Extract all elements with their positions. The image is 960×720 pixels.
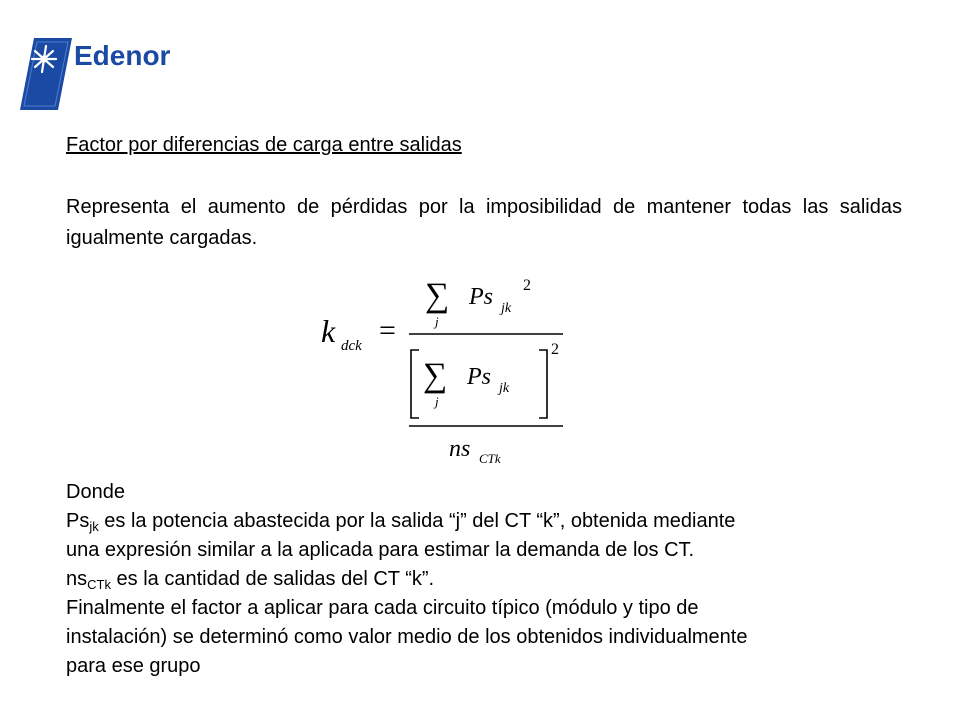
intro-paragraph: Representa el aumento de pérdidas por la imposibilidad de mantener todas las salidas igualmente cargadas.	[66, 196, 902, 249]
ns-text: es la cantidad de salidas del CT “k”.	[110, 568, 435, 590]
bottom-var: ns	[449, 436, 471, 462]
numerator-sum-icon: ∑	[425, 277, 450, 314]
denominator-var: Ps	[467, 364, 491, 390]
edenor-star-logo-icon	[20, 38, 72, 110]
ps-definition-line-2: una expresión similar a la aplicada para estimar la demanda de los CT.	[66, 539, 695, 561]
donde-line: Donde	[66, 481, 125, 503]
final-line-1: Finalmente el factor a aplicar para cada circuito típico (módulo y tipo de	[66, 597, 699, 619]
ns-var: ns	[66, 568, 88, 590]
section-title: Factor por diferencias de carga entre salidas	[66, 134, 462, 156]
edenor-logo	[20, 38, 170, 113]
final-line-3: para ese grupo	[66, 655, 201, 677]
numerator-var: Ps	[469, 284, 493, 310]
ns-definition-line	[66, 565, 902, 594]
denominator-sum-icon: ∑	[423, 357, 448, 394]
formula-lhs: k	[321, 313, 336, 349]
ps-var: Ps	[66, 510, 90, 532]
numerator-exponent: 2	[523, 277, 531, 294]
formula-lhs-sub: dck	[341, 338, 362, 354]
definitions-block	[66, 478, 902, 681]
brand-name: Edenor	[74, 40, 171, 71]
kdck-formula	[305, 270, 595, 470]
numerator-sub: jk	[501, 301, 512, 316]
denominator-sub: jk	[499, 381, 510, 396]
ps-sub: jk	[89, 519, 99, 534]
ns-sub: CTk	[87, 577, 111, 592]
denominator-exponent: 2	[551, 341, 559, 358]
numerator-sum-index: j	[435, 314, 439, 329]
formula-equals: =	[379, 314, 396, 347]
ps-definition-line	[66, 507, 902, 536]
ps-text: es la potencia abastecida por la salida “j” del CT “k”, obtenida mediante	[98, 510, 736, 532]
final-line-2: instalación) se determinó como valor medio de los obtenidos individualmente	[66, 626, 748, 648]
bottom-sub: CTk	[479, 451, 501, 466]
denominator-sum-index: j	[435, 394, 439, 409]
